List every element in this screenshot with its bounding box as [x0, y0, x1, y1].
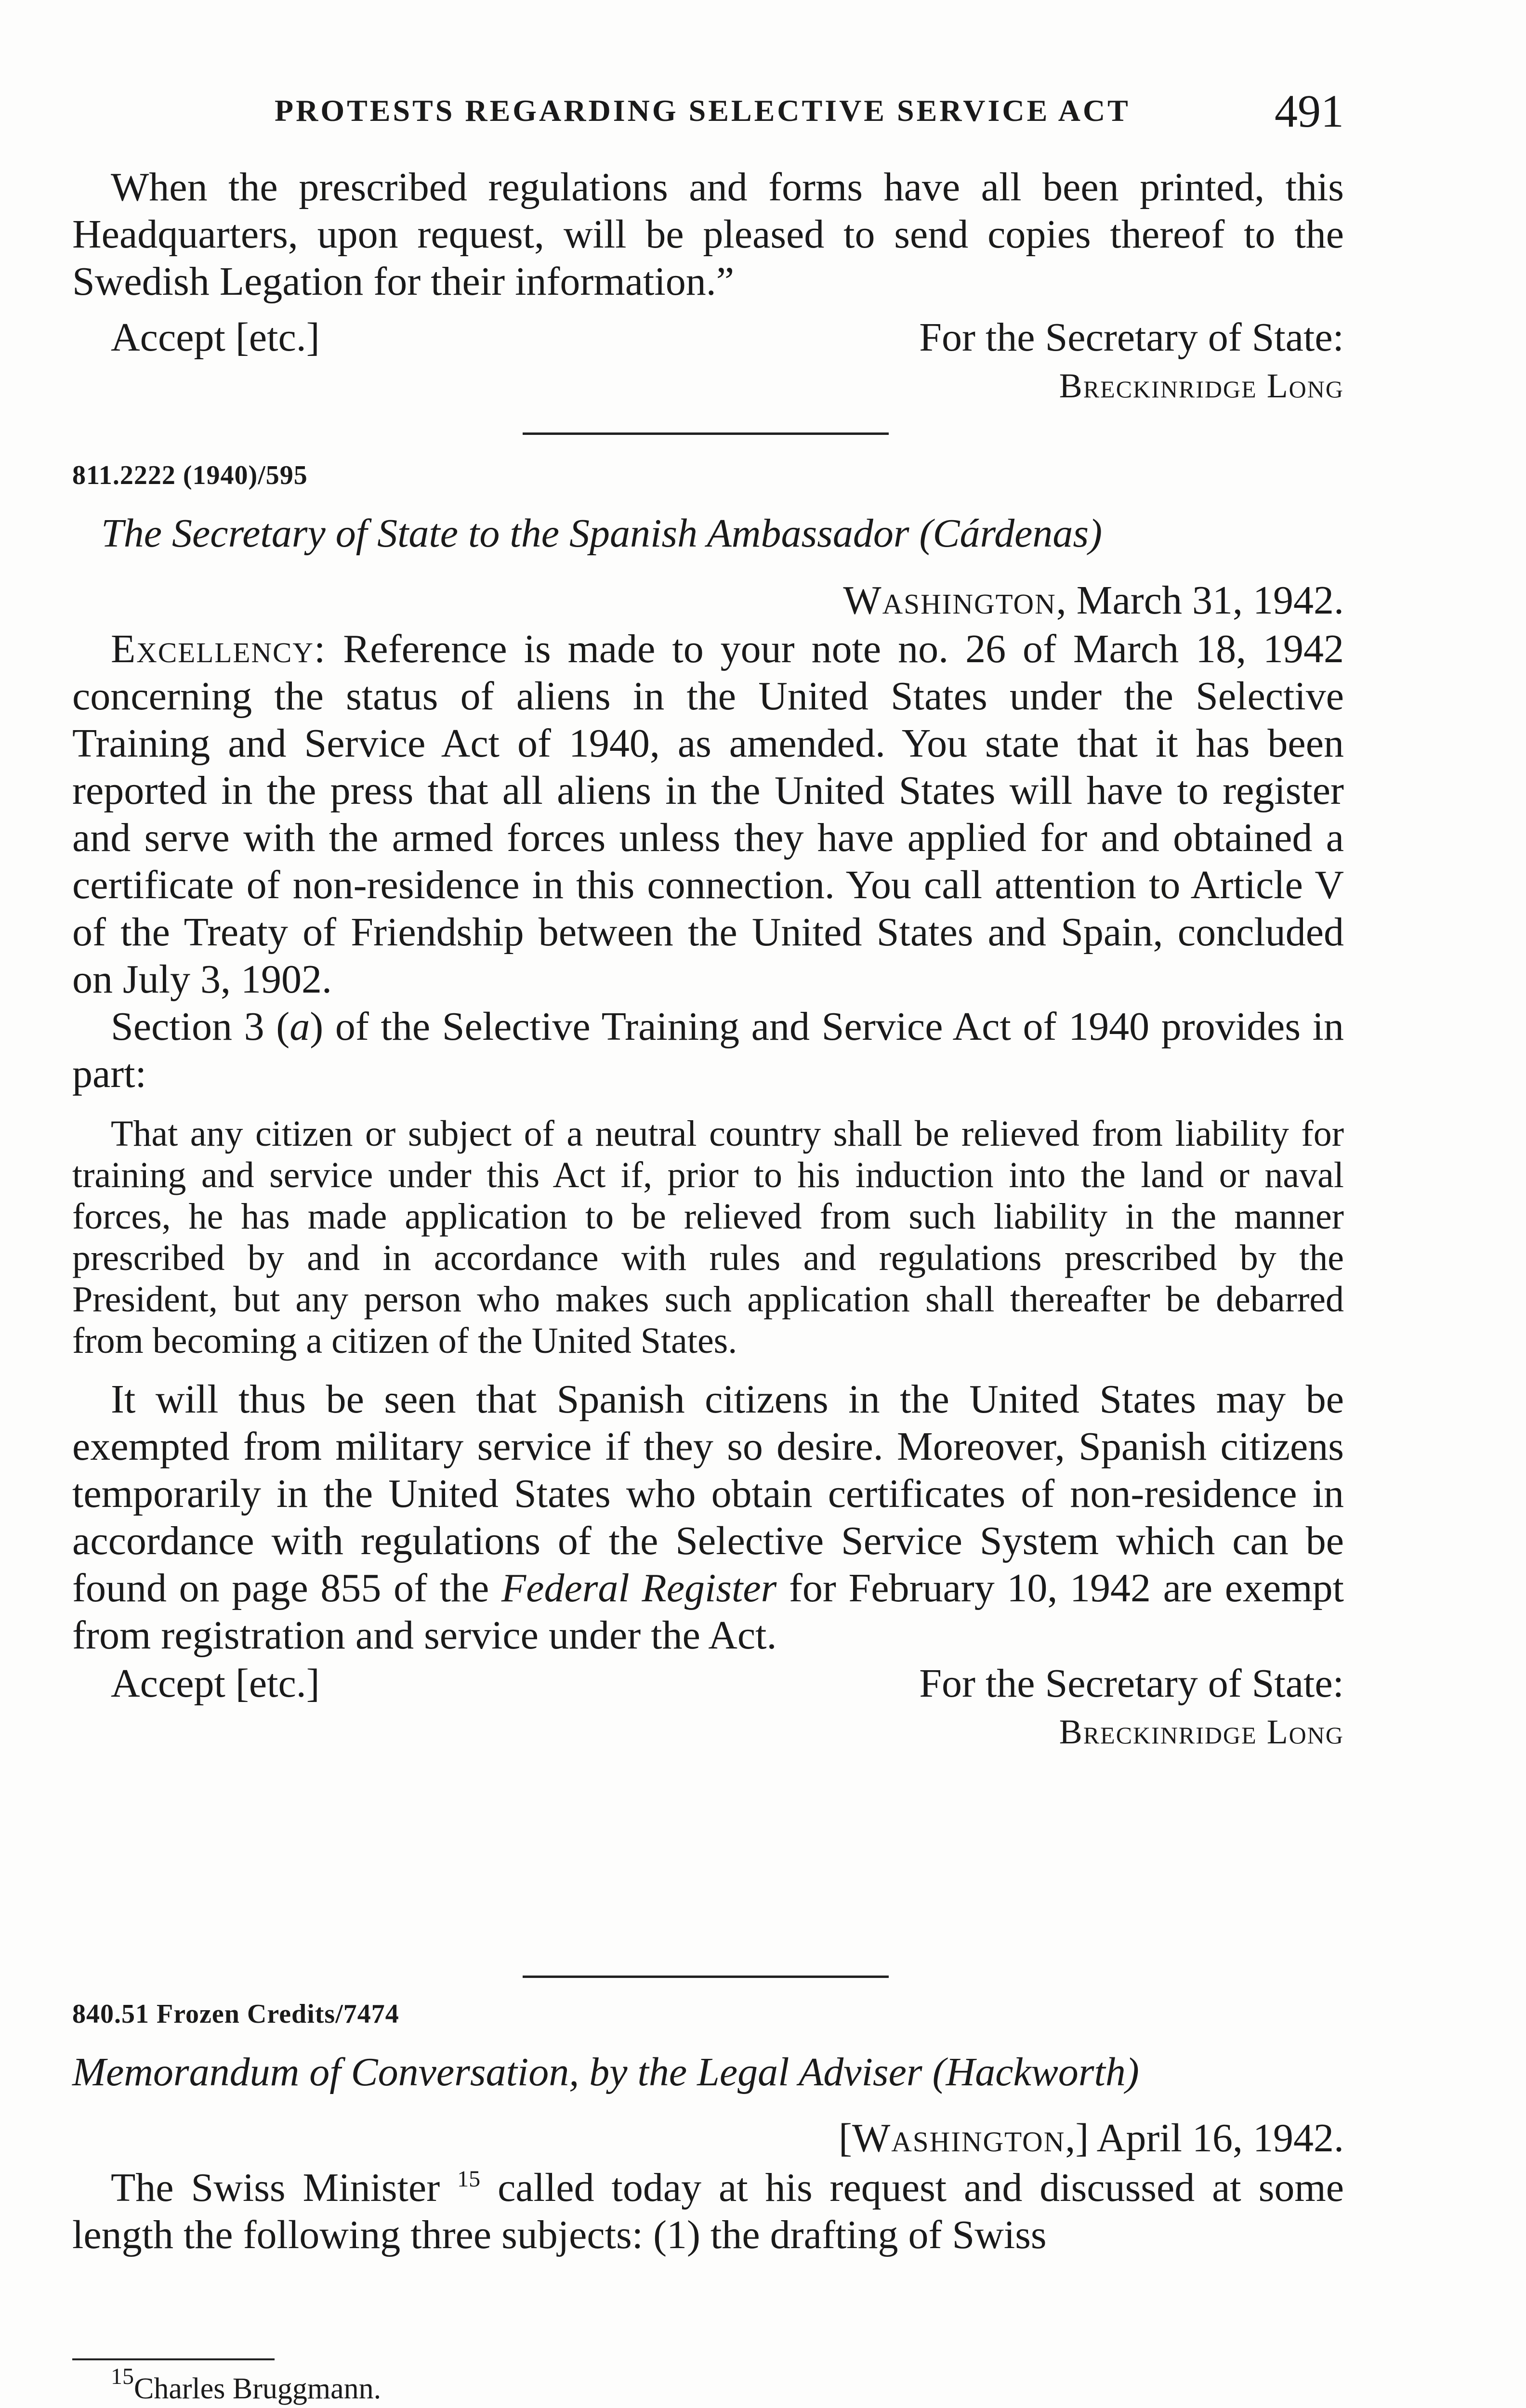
- letter-p1-text: Reference is made to your note no. 26 of March 18, 1942 concerning the status of aliens in the United States under the Selective Training and Service Act of 1940, as amended. You state that it has been reported in the press that all aliens in the United States will have to register and serve with the armed forces unless they have applied for and obtained a certificate of non-residence in this connection. You call attention to Article V of the Treaty of Friendship between the United States and Spain, concluded on July 3, 1902.: [72, 627, 1344, 1002]
- section-divider: [523, 432, 889, 435]
- title-name: (Cárdenas): [919, 511, 1103, 556]
- p3-end: for February 10, 1942 are exempt from registration and service under the Act.: [72, 1566, 1344, 1658]
- document-reference: 811.2222 (1940)/595: [72, 460, 308, 490]
- dateline-place: Washington: [852, 2116, 1066, 2160]
- closing-line: [72, 314, 1344, 364]
- dateline-bracket: [: [838, 2116, 852, 2160]
- salutation: Excellency:: [111, 627, 327, 671]
- dateline-date: ,] April 16, 1942.: [1065, 2116, 1344, 2160]
- memo-p1-start: The Swiss Minister: [111, 2165, 440, 2210]
- memo-p1-end: called today at his request and discussed at some length the following three subjects: (1) the drafting of Swiss: [72, 2165, 1344, 2257]
- p2-start: Section 3 (: [111, 1004, 290, 1049]
- document-title: [72, 2049, 1344, 2095]
- footnote: [111, 2364, 382, 2406]
- dateline-date: , March 31, 1942.: [1056, 578, 1344, 623]
- closing-for-secretary: For the Secretary of State:: [919, 1661, 1344, 1706]
- page-number: 491: [1275, 85, 1344, 137]
- statute-quotation: That any citizen or subject of a neutral country shall be relieved from liability for training and service under this Act if, prior to his induction into the land or naval forces, he has made application to be relieved from such liability in the manner prescribed by and in accordance with rules and regulations prescribed by the President, but any person who makes such application shall thereafter be debarred from becoming a citizen of the United States.: [72, 1113, 1344, 1361]
- section-divider: [523, 1976, 889, 1978]
- letter-paragraph-3: [72, 1376, 1344, 1659]
- footnote-rule: [72, 2358, 275, 2360]
- dateline: [72, 577, 1344, 624]
- letter-paragraph-2: [72, 1003, 1344, 1098]
- p3-start: It will thus be seen that Spanish citizens in the United States may be exempted from military service if they so desire. Moreover, Spanish citizens temporarily in the United States who obtain certificates of non-residence in accordance with regulations of the Selective Service System which can be found on page 855 of the: [72, 1377, 1344, 1610]
- dateline: [72, 2115, 1344, 2161]
- p2-end: ) of the Selective Training and Service Act of 1940 provides in part:: [72, 1004, 1344, 1096]
- p2-letter: a: [289, 1004, 310, 1049]
- closing-line: [72, 1660, 1344, 1710]
- continued-paragraph: When the prescribed regulations and forms have all been printed, this Headquarters, upon request, will be pleased to send copies thereof to the Swedish Legation for their information.”: [72, 165, 1344, 304]
- document-reference: 840.51 Frozen Credits/7474: [72, 1999, 399, 2029]
- section-continuation: [72, 164, 1344, 407]
- title-text: Memorandum of Conversation, by the Legal Adviser: [72, 2050, 922, 2094]
- footnote-marker[interactable]: 15: [457, 2166, 481, 2192]
- document-title: [72, 510, 1344, 557]
- closing-for-secretary: For the Secretary of State:: [919, 315, 1344, 360]
- memo-paragraph-1: [72, 2164, 1344, 2259]
- footnote-number: 15: [111, 2364, 134, 2389]
- section-memorandum: [72, 1999, 1344, 2259]
- title-name: (Hackworth): [932, 2050, 1139, 2094]
- running-head-title: PROTESTS REGARDING SELECTIVE SERVICE ACT: [275, 93, 1131, 128]
- title-text: The Secretary of State to the Spanish Ambassador: [101, 511, 909, 556]
- running-head: [72, 84, 1344, 137]
- closing-accept: Accept [etc.]: [111, 1661, 320, 1706]
- closing-accept: Accept [etc.]: [111, 315, 320, 360]
- section-letter-spanish-ambassador: [72, 460, 1344, 1754]
- dateline-place: Washington: [843, 578, 1056, 623]
- signature: Breckinridge Long: [1059, 1713, 1344, 1751]
- federal-register: Federal Register: [501, 1566, 777, 1610]
- letter-paragraph-1: [72, 626, 1344, 1003]
- signature: Breckinridge Long: [1059, 366, 1344, 405]
- footnote-text: Charles Bruggmann.: [134, 2372, 382, 2405]
